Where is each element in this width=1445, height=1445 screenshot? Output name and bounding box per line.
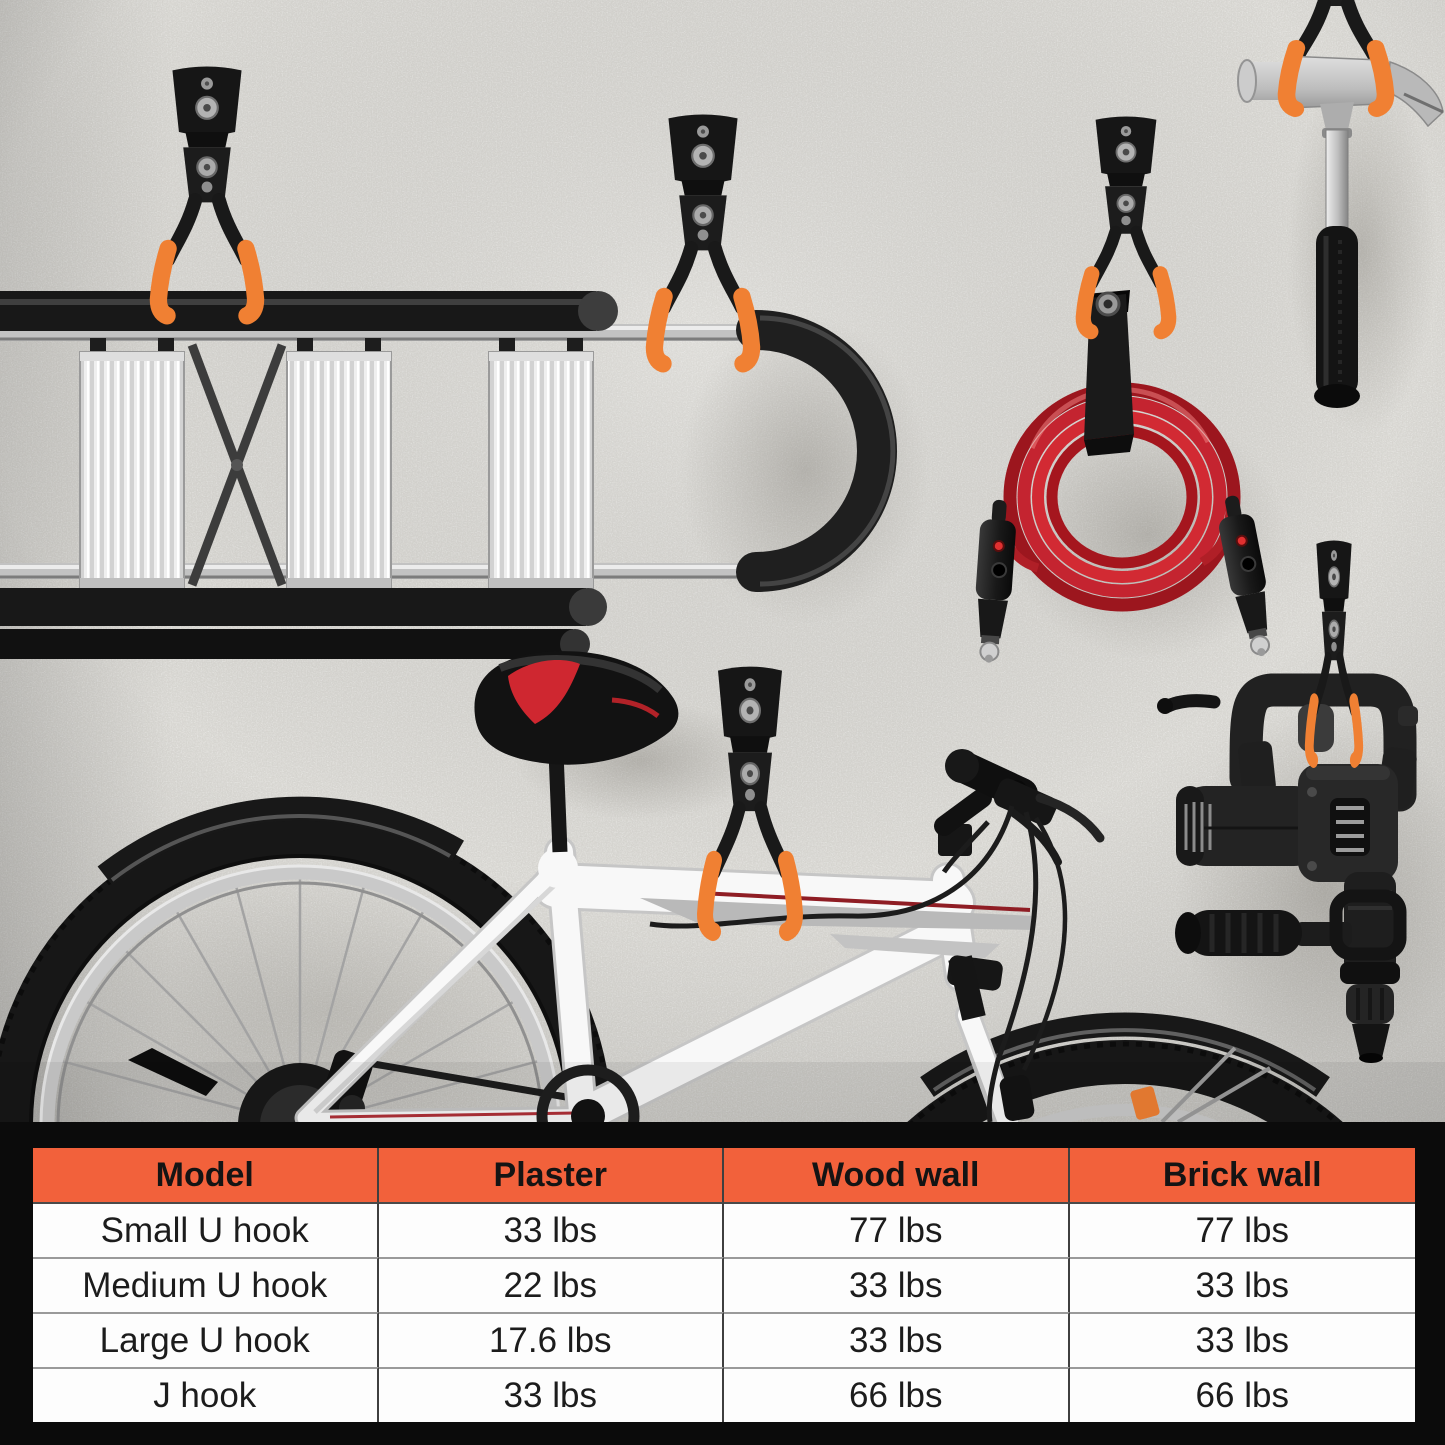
spec-table-band <box>0 1122 1445 1445</box>
table-cell: J hook <box>33 1367 379 1422</box>
hammer-shaft <box>1326 130 1348 230</box>
col-header-model: Model <box>33 1148 379 1202</box>
ladder-step <box>287 338 391 588</box>
ladder-step <box>489 338 593 588</box>
table-cell: 77 lbs <box>724 1202 1070 1257</box>
table-cell: Medium U hook <box>33 1257 379 1312</box>
table-cell: 22 lbs <box>379 1257 725 1312</box>
col-header-wood-wall: Wood wall <box>724 1148 1070 1202</box>
cord-strap <box>1084 290 1134 456</box>
hammer-grip <box>1316 226 1358 398</box>
drill-power-cord <box>1168 701 1214 706</box>
ladder-step <box>80 338 184 588</box>
table-cell: 33 lbs <box>1070 1257 1416 1312</box>
table-cell: 17.6 lbs <box>379 1312 725 1367</box>
table-cell: 33 lbs <box>724 1312 1070 1367</box>
table-cell: 33 lbs <box>379 1202 725 1257</box>
table-cell: 33 lbs <box>379 1367 725 1422</box>
col-header-plaster: Plaster <box>379 1148 725 1202</box>
table-cell: Large U hook <box>33 1312 379 1367</box>
table-cell: 33 lbs <box>724 1257 1070 1312</box>
table-cell: 33 lbs <box>1070 1312 1416 1367</box>
table-cell: 77 lbs <box>1070 1202 1416 1257</box>
col-header-brick-wall: Brick wall <box>1070 1148 1416 1202</box>
table-cell: 66 lbs <box>724 1367 1070 1422</box>
table-cell: 66 lbs <box>1070 1367 1416 1422</box>
table-cell: Small U hook <box>33 1202 379 1257</box>
spec-table <box>33 1148 1415 1422</box>
